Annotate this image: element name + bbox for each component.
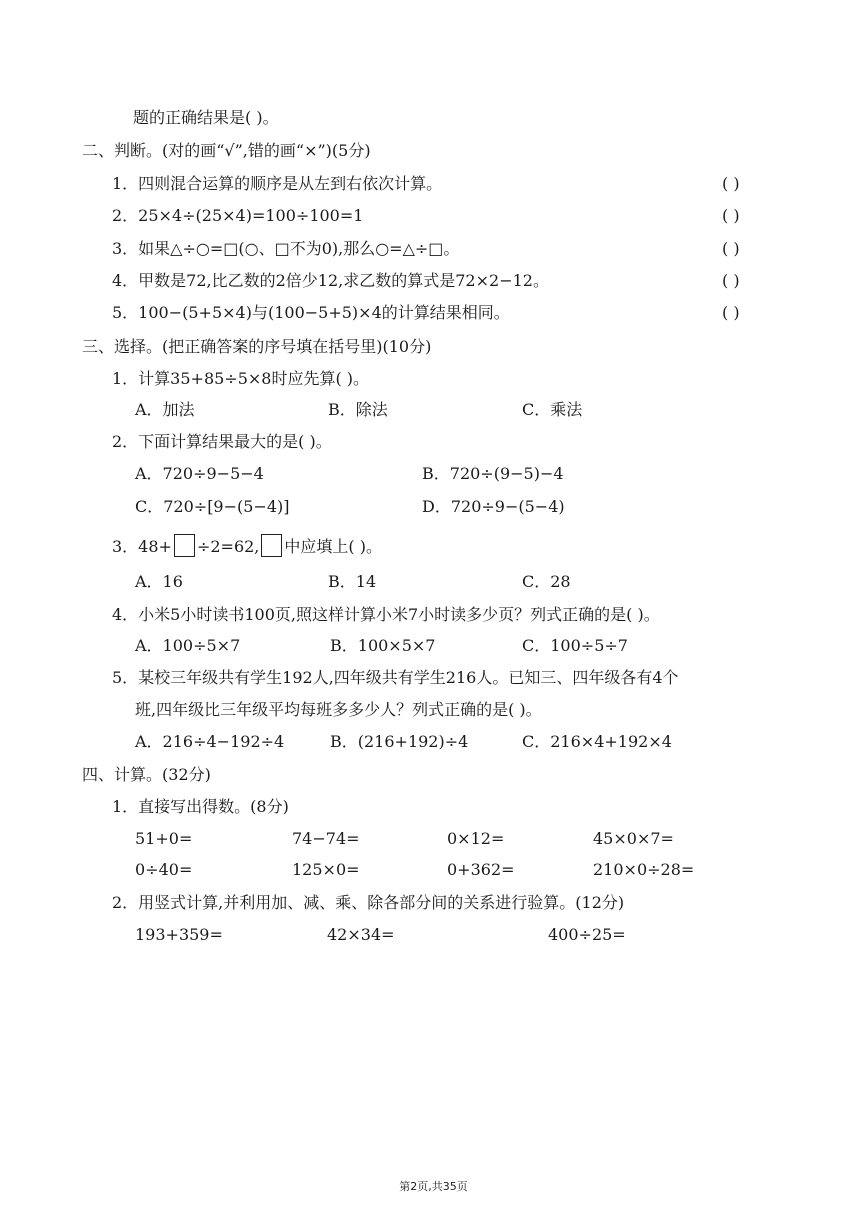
answer-paren-4[interactable]: ( ) (722, 271, 740, 290)
judge-item-5: 5．100−(5+5×4)与(100−5+5)×4的计算结果相同。 (112, 303, 510, 322)
q5-option-c[interactable]: C．216×4+192×4 (522, 732, 672, 751)
calc-item: 400÷25= (548, 925, 626, 944)
q2-option-a[interactable]: A．720÷9−5−4 (135, 464, 264, 483)
q3-option-b[interactable]: B．14 (328, 572, 377, 591)
q3-part-b: ÷2=62, (196, 537, 260, 556)
q4-option-a[interactable]: A．100÷5×7 (135, 636, 241, 655)
q2-option-b[interactable]: B．720÷(9−5)−4 (422, 464, 564, 483)
q5-option-a[interactable]: A．216÷4−192÷4 (135, 732, 285, 751)
calc-item: 42×34= (327, 925, 395, 944)
q1-option-a[interactable]: A．加法 (135, 400, 195, 419)
calc-q2: 2．用竖式计算,并利用加、减、乘、除各部分间的关系进行验算。(12分) (112, 893, 625, 912)
section-4-title: 四、计算。(32分) (82, 765, 211, 784)
q3-part-c: 中应填上( )。 (284, 537, 382, 556)
calc-item: 0×12= (447, 829, 505, 848)
choice-q1: 1．计算35+85÷5×8时应先算( )。 (112, 369, 370, 388)
answer-paren-1[interactable]: ( ) (722, 174, 740, 193)
q3-part-a: 3．48+ (112, 537, 172, 556)
blank-box-icon (174, 534, 195, 557)
continued-line: 题的正确结果是( )。 (133, 108, 279, 127)
calc-q1: 1．直接写出得数。(8分) (112, 797, 289, 816)
blank-box-icon (261, 534, 282, 557)
q1-option-c[interactable]: C．乘法 (522, 400, 583, 419)
judge-item-2: 2．25×4÷(25×4)=100÷100=1 (112, 206, 364, 225)
calc-item: 51+0= (135, 829, 193, 848)
choice-q5-line2: 班,四年级比三年级平均每班多多少人？列式正确的是( )。 (135, 700, 542, 719)
calc-item: 193+359= (135, 925, 223, 944)
q5-option-b[interactable]: B．(216+192)÷4 (330, 732, 469, 751)
choice-q2: 2．下面计算结果最大的是( )。 (112, 432, 332, 451)
choice-q4: 4．小米5小时读书100页,照这样计算小米7小时读多少页？列式正确的是( )。 (112, 605, 660, 624)
calc-item: 45×0×7= (593, 829, 674, 848)
choice-q5-line1: 5．某校三年级共有学生192人,四年级共有学生216人。已知三、四年级各有4个 (112, 668, 679, 687)
section-2-title: 二、判断。(对的画“√”,错的画“×”)(5分) (82, 141, 371, 160)
calc-item: 125×0= (292, 860, 360, 879)
page-footer: 第2页,共35页 (399, 1180, 468, 1193)
section-3-title: 三、选择。(把正确答案的序号填在括号里)(10分) (82, 337, 432, 356)
q2-option-c[interactable]: C．720÷[9−(5−4)] (135, 497, 290, 516)
judge-item-1: 1．四则混合运算的顺序是从左到右依次计算。 (112, 174, 443, 193)
calc-item: 0÷40= (135, 860, 193, 879)
q3-option-a[interactable]: A．16 (135, 572, 183, 591)
answer-paren-5[interactable]: ( ) (722, 303, 740, 322)
calc-item: 210×0÷28= (593, 860, 695, 879)
q2-option-d[interactable]: D．720÷9−(5−4) (422, 497, 565, 516)
calc-item: 0+362= (447, 860, 515, 879)
judge-item-3: 3．如果△÷○=□(○、□不为0),那么○=△÷□。 (112, 239, 460, 258)
choice-q3 (112, 536, 382, 559)
answer-paren-2[interactable]: ( ) (722, 206, 740, 225)
q1-option-b[interactable]: B．除法 (328, 400, 388, 419)
calc-item: 74−74= (292, 829, 360, 848)
q4-option-b[interactable]: B．100×5×7 (330, 636, 436, 655)
judge-item-4: 4．甲数是72,比乙数的2倍少12,求乙数的算式是72×2−12。 (112, 271, 549, 290)
q4-option-c[interactable]: C．100÷5÷7 (522, 636, 628, 655)
q3-option-c[interactable]: C．28 (522, 572, 571, 591)
answer-paren-3[interactable]: ( ) (722, 239, 740, 258)
